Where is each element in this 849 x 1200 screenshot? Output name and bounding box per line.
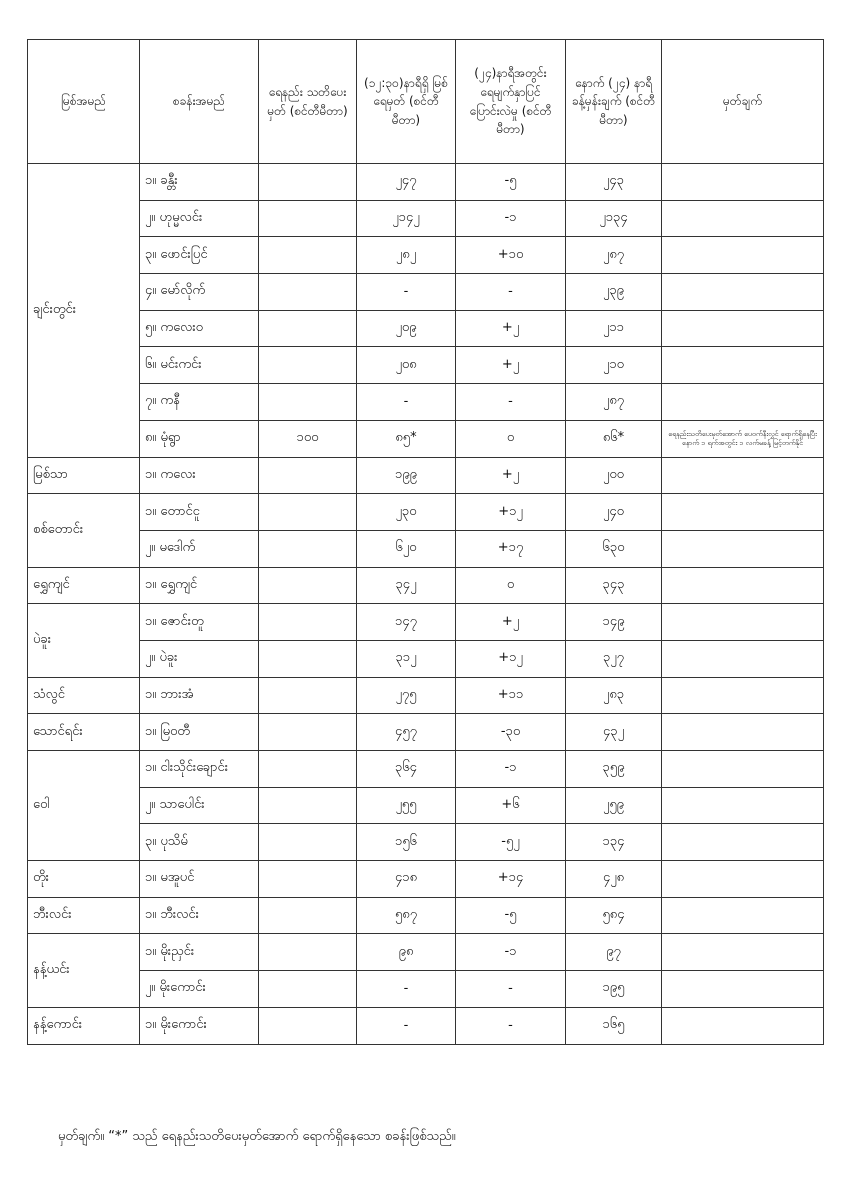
header-remark: မှတ်ချက် xyxy=(662,40,824,164)
warning-level xyxy=(259,200,357,237)
forecast-level: ၃၅၉ xyxy=(566,751,662,788)
forecast-level: ၂၁၃၄ xyxy=(566,200,662,237)
level-change: -၃၀ xyxy=(456,714,566,751)
warning-level xyxy=(259,934,357,971)
level-change: - xyxy=(456,971,566,1008)
level-change: -၁ xyxy=(456,200,566,237)
forecast-level: ၂၄၀ xyxy=(566,494,662,531)
forecast-level: ၁၄၉ xyxy=(566,604,662,641)
water-level: ၃၆၄ xyxy=(357,751,456,788)
level-change: -၁ xyxy=(456,751,566,788)
forecast-level: ၁၃၄ xyxy=(566,824,662,861)
station-name: ၁။ မြဝတီ xyxy=(140,714,259,751)
river-name: စစ်တောင်း xyxy=(28,494,140,567)
remark xyxy=(662,971,824,1008)
station-name: ၁။ မအူပင် xyxy=(140,861,259,898)
river-name: ရွှေကျင် xyxy=(28,567,140,604)
table-row xyxy=(28,274,824,311)
station-name: ၅။ ကလေးဝ xyxy=(140,310,259,347)
forecast-level: ၉၇ xyxy=(566,934,662,971)
water-level: - xyxy=(357,274,456,311)
level-change: -၅ xyxy=(456,164,566,201)
warning-level: ၁၀၀ xyxy=(259,420,357,457)
table-row xyxy=(28,164,824,201)
forecast-level: ၆၃၀ xyxy=(566,530,662,567)
table-row xyxy=(28,420,824,457)
station-name: ၂။ ဟုမ္မလင်း xyxy=(140,200,259,237)
table-row xyxy=(28,310,824,347)
station-name: ၇။ ကနီ xyxy=(140,384,259,421)
forecast-level: ၂၀၀ xyxy=(566,457,662,494)
river-name: သောင်ရင်း xyxy=(28,714,140,751)
remark xyxy=(662,384,824,421)
water-level: - xyxy=(357,971,456,1008)
forecast-level: ၂၅၉ xyxy=(566,787,662,824)
level-change: -၁ xyxy=(456,934,566,971)
water-level: ၉၈ xyxy=(357,934,456,971)
level-change: +၂ xyxy=(456,457,566,494)
forecast-level: ၄၂၈ xyxy=(566,861,662,898)
forecast-level: ၂၁၁ xyxy=(566,310,662,347)
level-change: - xyxy=(456,384,566,421)
warning-level xyxy=(259,274,357,311)
warning-level xyxy=(259,164,357,201)
remark xyxy=(662,787,824,824)
warning-level xyxy=(259,347,357,384)
forecast-level: ၂၁၀ xyxy=(566,347,662,384)
table-row xyxy=(28,347,824,384)
level-change: -၅၂ xyxy=(456,824,566,861)
forecast-level: ၂၈၇ xyxy=(566,384,662,421)
remark xyxy=(662,164,824,201)
river-name: နန့်ကောင်း xyxy=(28,1007,140,1044)
water-level: ၆၂၀ xyxy=(357,530,456,567)
remark xyxy=(662,347,824,384)
table-row xyxy=(28,237,824,274)
river-name: မြစ်သာ xyxy=(28,457,140,494)
water-level: ၄၁၈ xyxy=(357,861,456,898)
water-level: ၃၁၂ xyxy=(357,640,456,677)
water-level: ၂၀၉ xyxy=(357,310,456,347)
header-forecast: နောက် (၂၄) နာရီ ခန့်မှန်းချက် (စင်တီမီတာ) xyxy=(566,40,662,164)
table-row xyxy=(28,530,824,567)
forecast-level: ၃၄၃ xyxy=(566,567,662,604)
forecast-level: ၁၆၅ xyxy=(566,1007,662,1044)
remark xyxy=(662,824,824,861)
forecast-level: ၂၄၃ xyxy=(566,164,662,201)
remark xyxy=(662,640,824,677)
station-name: ၁။ ငါးသိုင်းချောင်း xyxy=(140,751,259,788)
station-name: ၂။ မဒေါက် xyxy=(140,530,259,567)
remark xyxy=(662,714,824,751)
remark xyxy=(662,604,824,641)
remark xyxy=(662,494,824,531)
remark xyxy=(662,897,824,934)
water-level: - xyxy=(357,384,456,421)
station-name: ၁။ မိုးကောင်း xyxy=(140,1007,259,1044)
water-level: ၂၁၄၂ xyxy=(357,200,456,237)
table-row xyxy=(28,567,824,604)
station-name: ၆။ မင်းကင်း xyxy=(140,347,259,384)
river-name: ဝေါ xyxy=(28,751,140,861)
table-row xyxy=(28,714,824,751)
warning-level xyxy=(259,237,357,274)
header-river: မြစ်အမည် xyxy=(28,40,140,164)
table-row xyxy=(28,861,824,898)
level-change: - xyxy=(456,1007,566,1044)
table-row xyxy=(28,897,824,934)
remark xyxy=(662,1007,824,1044)
water-level: ၁၉၉ xyxy=(357,457,456,494)
remark xyxy=(662,310,824,347)
table-row xyxy=(28,200,824,237)
table-row xyxy=(28,457,824,494)
warning-level xyxy=(259,457,357,494)
table-row xyxy=(28,384,824,421)
water-level: ၁၅၆ xyxy=(357,824,456,861)
header-change: (၂၄)နာရီအတွင်း ရေမျက်နှာပြင် ပြောင်းလဲမှု (စင်တီမီတာ) xyxy=(456,40,566,164)
river-name: ဘီးလင်း xyxy=(28,897,140,934)
header-warning-level: ရေနည်း သတိပေးမှတ် (စင်တီမီတာ) xyxy=(259,40,357,164)
station-name: ၁။ ကလေး xyxy=(140,457,259,494)
remark xyxy=(662,200,824,237)
forecast-level: ၂၈၇ xyxy=(566,237,662,274)
level-change: - xyxy=(456,274,566,311)
forecast-level: ၂၃၉ xyxy=(566,274,662,311)
station-name: ၁။ ဘားအံ xyxy=(140,677,259,714)
water-level: ၁၄၇ xyxy=(357,604,456,641)
remark xyxy=(662,677,824,714)
water-level: ၂၃၀ xyxy=(357,494,456,531)
remark: ရေနည်းသတိပေးမှတ်အောက် ပေ၀က်နီးလွှင် ရောက်ရှိနေပြီး နောက် ၁ ရက်အတွင်း ၁ လက်မခန့် မြင့်တက်နိုင် xyxy=(662,420,824,457)
water-level: - xyxy=(357,1007,456,1044)
level-change: +၂ xyxy=(456,604,566,641)
level-change: +၁၄ xyxy=(456,861,566,898)
warning-level xyxy=(259,714,357,751)
warning-level xyxy=(259,824,357,861)
water-level: ၅၈၇ xyxy=(357,897,456,934)
water-level: ၂၅၅ xyxy=(357,787,456,824)
river-name: တိုး xyxy=(28,861,140,898)
water-level: ၂၄၇ xyxy=(357,164,456,201)
remark xyxy=(662,274,824,311)
level-change: -၅ xyxy=(456,897,566,934)
water-level: ၄၅၇ xyxy=(357,714,456,751)
table-row xyxy=(28,971,824,1008)
station-name: ၂။ ပဲခူး xyxy=(140,640,259,677)
table-row xyxy=(28,494,824,531)
station-name: ၁။ ဘီးလင်း xyxy=(140,897,259,934)
station-name: ၁။ ရွှေကျင် xyxy=(140,567,259,604)
warning-level xyxy=(259,384,357,421)
station-name: ၃။ ဖောင်းပြင် xyxy=(140,237,259,274)
river-name: ချင်းတွင်း xyxy=(28,164,140,458)
station-name: ၁။ ခန္တီး xyxy=(140,164,259,201)
level-change: +၆ xyxy=(456,787,566,824)
warning-level xyxy=(259,861,357,898)
warning-level xyxy=(259,1007,357,1044)
station-name: ၈။ မုံရွာ xyxy=(140,420,259,457)
header-station: စခန်းအမည် xyxy=(140,40,259,164)
remark xyxy=(662,567,824,604)
level-change: +၂ xyxy=(456,310,566,347)
warning-level xyxy=(259,787,357,824)
forecast-level: ၅၈၄ xyxy=(566,897,662,934)
table-row xyxy=(28,677,824,714)
warning-level xyxy=(259,897,357,934)
water-level: ၂၀၈ xyxy=(357,347,456,384)
river-level-table xyxy=(27,39,824,1045)
level-change: +၁၀ xyxy=(456,237,566,274)
level-change: +၁၁ xyxy=(456,677,566,714)
table-row xyxy=(28,787,824,824)
warning-level xyxy=(259,567,357,604)
remark xyxy=(662,934,824,971)
station-name: ၂။ သာပေါင်း xyxy=(140,787,259,824)
table-row xyxy=(28,934,824,971)
station-name: ၁။ တောင်ငူ xyxy=(140,494,259,531)
station-name: ၁။ ဇောင်းတူ xyxy=(140,604,259,641)
forecast-level: ၁၉၅ xyxy=(566,971,662,1008)
remark xyxy=(662,457,824,494)
water-level: ၂၈၂ xyxy=(357,237,456,274)
warning-level xyxy=(259,310,357,347)
warning-level xyxy=(259,494,357,531)
footnote: မှတ်ချက်။ “*” သည် ရေနည်းသတိပေးမှတ်အောက် ရောက်ရှိနေသော စခန်းဖြစ်သည်။ xyxy=(58,1129,456,1144)
forecast-level: ၄၃၂ xyxy=(566,714,662,751)
remark xyxy=(662,530,824,567)
forecast-level: ၈၆* xyxy=(566,420,662,457)
river-name: သံလွင် xyxy=(28,677,140,714)
warning-level xyxy=(259,530,357,567)
warning-level xyxy=(259,640,357,677)
station-name: ၄။ မော်လိုက် xyxy=(140,274,259,311)
remark xyxy=(662,861,824,898)
table-row xyxy=(28,824,824,861)
warning-level xyxy=(259,751,357,788)
river-name: နန့်ယင်း xyxy=(28,934,140,1007)
header-water-level: (၁၂:၃၀)နာရီရှိ မြစ်ရေမှတ် (စင်တီမီတာ) xyxy=(357,40,456,164)
remark xyxy=(662,237,824,274)
table-row xyxy=(28,640,824,677)
level-change: +၂ xyxy=(456,347,566,384)
level-change: +၁၂ xyxy=(456,494,566,531)
table-row xyxy=(28,604,824,641)
water-level: ၂၇၅ xyxy=(357,677,456,714)
warning-level xyxy=(259,604,357,641)
remark xyxy=(662,751,824,788)
forecast-level: ၃၂၇ xyxy=(566,640,662,677)
level-change: ၀ xyxy=(456,567,566,604)
warning-level xyxy=(259,971,357,1008)
station-name: ၁။ မိုးညှင်း xyxy=(140,934,259,971)
warning-level xyxy=(259,677,357,714)
forecast-level: ၂၈၃ xyxy=(566,677,662,714)
table-row xyxy=(28,1007,824,1044)
station-name: ၃။ ပုသိမ် xyxy=(140,824,259,861)
table-row xyxy=(28,751,824,788)
level-change: +၁၂ xyxy=(456,640,566,677)
water-level: ၃၄၂ xyxy=(357,567,456,604)
station-name: ၂။ မိုးကောင်း xyxy=(140,971,259,1008)
level-change: ၀ xyxy=(456,420,566,457)
level-change: +၁၇ xyxy=(456,530,566,567)
water-level: ၈၅* xyxy=(357,420,456,457)
river-name: ပဲခူး xyxy=(28,604,140,677)
header-row xyxy=(28,40,824,164)
